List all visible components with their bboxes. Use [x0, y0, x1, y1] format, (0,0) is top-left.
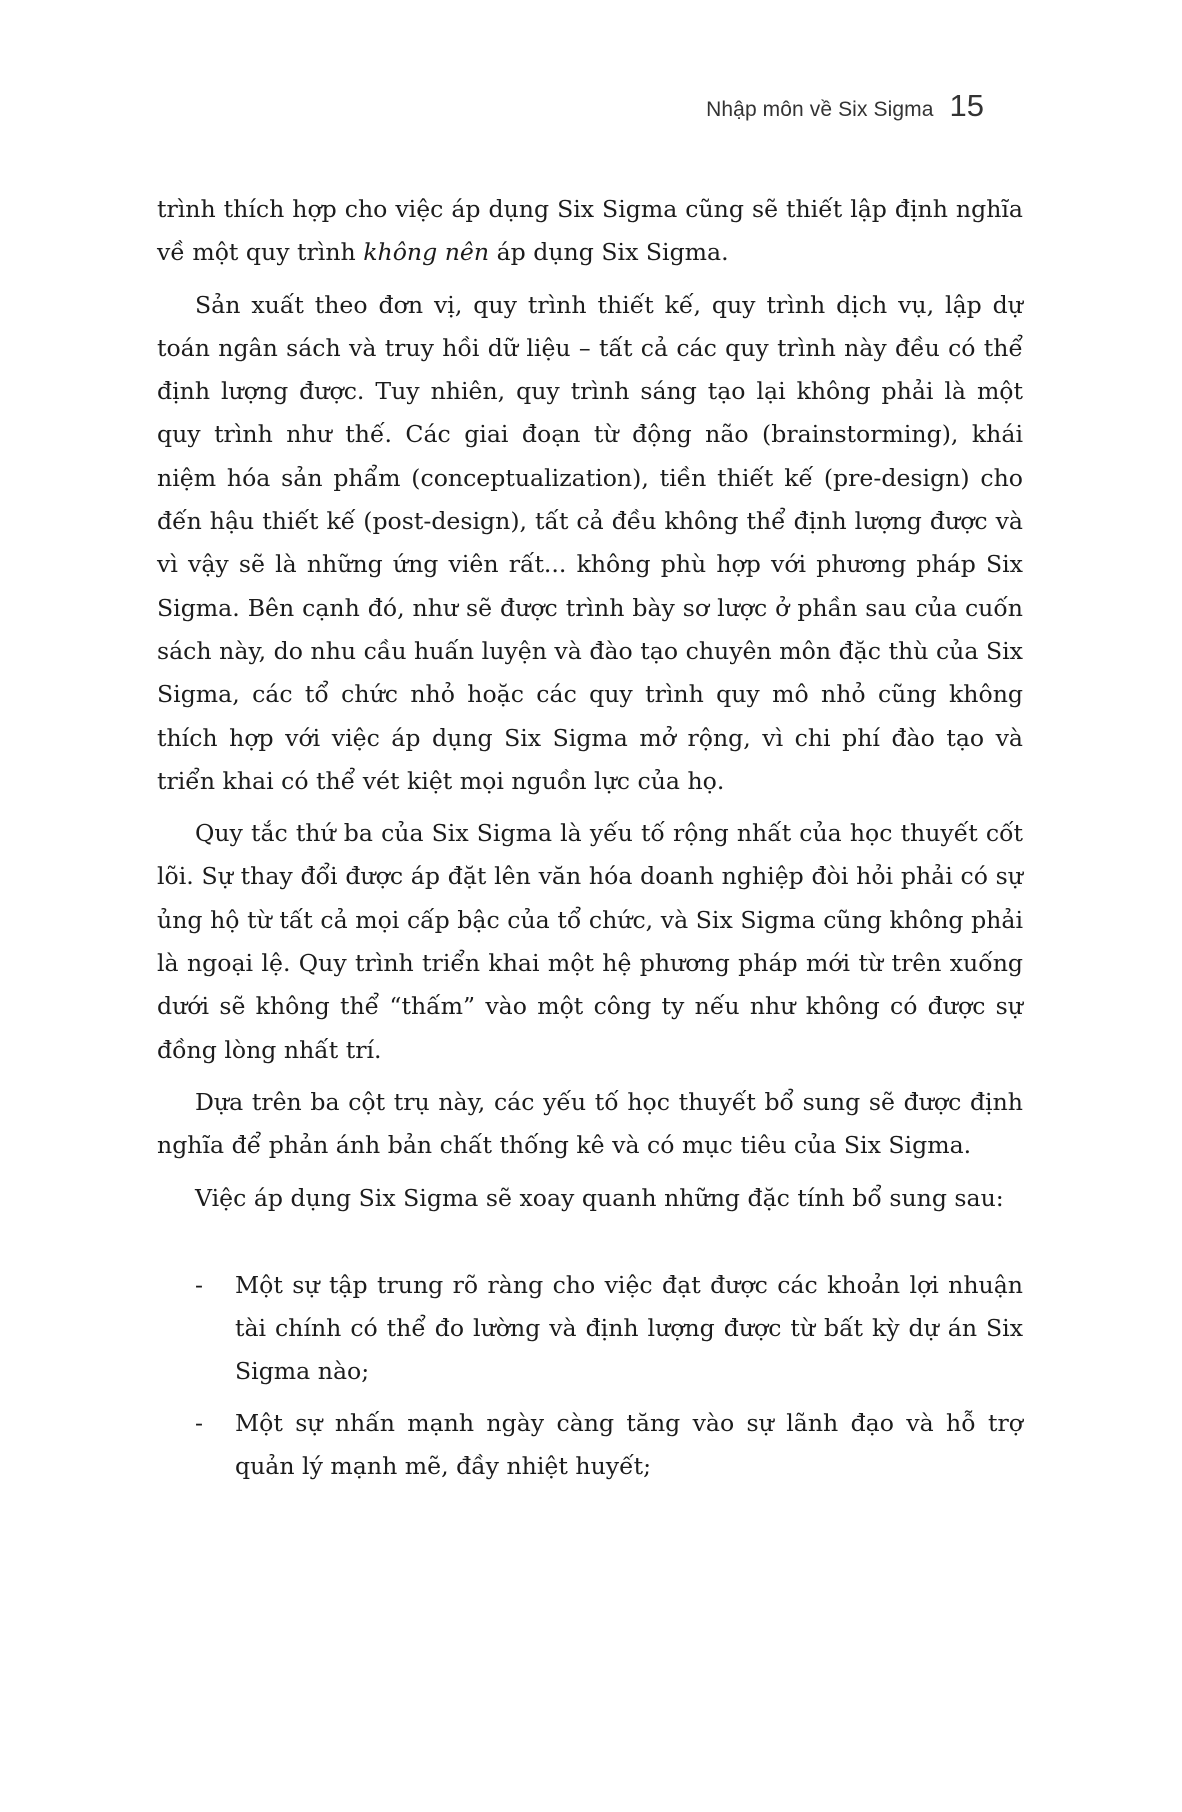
- paragraph: Việc áp dụng Six Sigma sẽ xoay quanh những đặc tính bổ sung sau:: [195, 1183, 1004, 1212]
- bullet-list: [157, 1264, 1023, 1488]
- paragraph: Sản xuất theo đơn vị, quy trình thiết kế, quy trình dịch vụ, lập dự toán ngân sách và truy hồi dữ liệu – tất cả các quy trình này đều có thể định lượng được. Tuy nhiên, quy trình sáng tạo lại không phải là một quy trình như thế. Các giai đoạn từ động não (brainstorming), khái niệm hóa sản phẩm (conceptualization), tiền thiết kế (pre-design) cho đến hậu thiết kế (post-design), tất cả đều không thể định lượng được và vì vậy sẽ là những ứng viên rất... không phù hợp với phương pháp Six Sigma. Bên cạnh đó, như sẽ được trình bày sơ lược ở phần sau của cuốn sách này, do nhu cầu huấn luyện và đào tạo chuyên môn đặc thù của Six Sigma, các tổ chức nhỏ hoặc các quy trình quy mô nhỏ cũng không thích hợp với việc áp dụng Six Sigma mở rộng, vì chi phí đào tạo và triển khai có thể vét kiệt mọi nguồn lực của họ.: [157, 290, 1023, 795]
- list-item-text: Một sự nhấn mạnh ngày càng tăng vào sự lãnh đạo và hỗ trợ quản lý mạnh mẽ, đầy nhiệt huyết;: [235, 1408, 1023, 1481]
- bullet-marker: -: [195, 1408, 203, 1437]
- emphasis-text: không nên: [363, 238, 490, 267]
- list-item-text: Một sự tập trung rõ ràng cho việc đạt được các khoản lợi nhuận tài chính có thể đo lường và định lượng được từ bất kỳ dự án Six Sigma nào;: [235, 1270, 1023, 1386]
- paragraph-text: trình thích hợp cho việc áp dụng Six Sigma cũng sẽ thiết lập định nghĩa về một quy trình: [157, 195, 1023, 267]
- chapter-title: Nhập môn về Six Sigma: [706, 98, 934, 121]
- paragraph: Quy tắc thứ ba của Six Sigma là yếu tố rộng nhất của học thuyết cốt lõi. Sự thay đổi được áp đặt lên văn hóa doanh nghiệp đòi hỏi phải có sự ủng hộ từ tất cả mọi cấp bậc của tổ chức, và Six Sigma cũng không phải là ngoại lệ. Quy trình triển khai một hệ phương pháp mới từ trên xuống dưới sẽ không thể “thấm” vào một công ty nếu như không có được sự đồng lòng nhất trí.: [157, 819, 1023, 1064]
- running-header: [706, 88, 984, 124]
- page-number: 15: [949, 88, 984, 123]
- bullet-marker: -: [195, 1270, 203, 1299]
- list-item: [157, 1264, 1023, 1394]
- paragraph: Dựa trên ba cột trụ này, các yếu tố học thuyết bổ sung sẽ được định nghĩa để phản ánh bản chất thống kê và có mục tiêu của Six Sigma.: [157, 1087, 1023, 1160]
- paragraph-text: áp dụng Six Sigma.: [489, 238, 729, 267]
- body-text: [157, 188, 1023, 1496]
- paragraph-continued: [157, 188, 1023, 275]
- list-item: [157, 1402, 1023, 1489]
